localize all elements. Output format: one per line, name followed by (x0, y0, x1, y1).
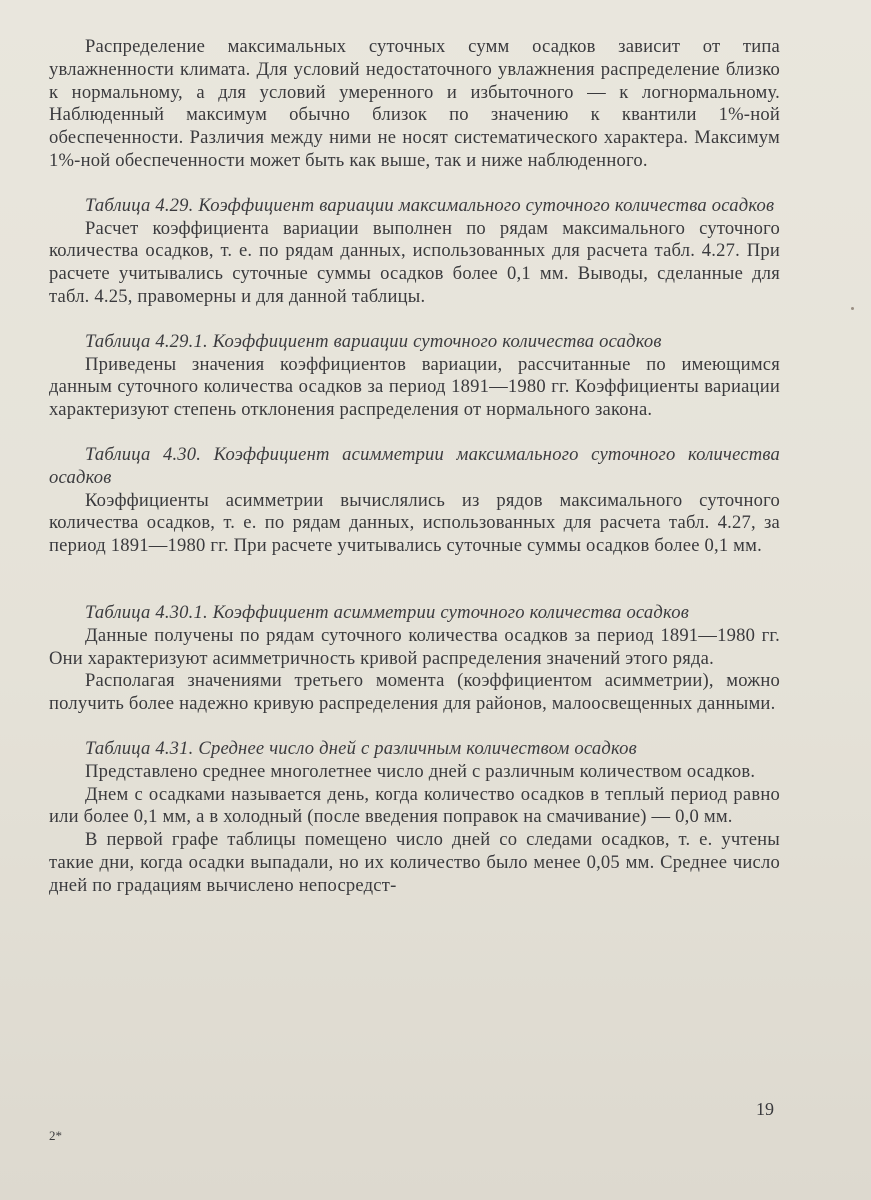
section-paragraph: Днем с осадками называется день, когда количество осадков в теплый период равно или более 0,1 мм, а в холодный (после введения поправок на смачивание) — 0,0 мм. (49, 783, 780, 828)
section-table-4-29-1 (49, 331, 780, 422)
intro-paragraph: Распределение максимальных суточных сумм осадков зависит от типа увлажненности климата. Для условий недостаточного увлажнения распределение близко к нормальному, а для условий умеренного и избыточного — к логнормальному. Наблюденный максимум обычно близок по значению к квантили 1%-ной обеспеченности. Различия между ними не носят систематического характера. Максимум 1%-ной обеспеченности может быть как выше, так и ниже наблюденного. (49, 36, 780, 171)
section-paragraph: Представлено среднее многолетнее число дней с различным количеством осадков. (85, 760, 756, 782)
section-paragraph: Расчет коэффициента вариации выполнен по рядам максимального суточного количества осадков, т. е. по рядам данных, использованных для расчета табл. 4.27. При расчете учитывались суточные суммы осадков более 0,1 мм. Выводы, сделанные для табл. 4.25, правомерны и для данной таблицы. (49, 217, 780, 307)
section-table-4-30 (49, 444, 780, 558)
section-paragraph: Коэффициенты асимметрии вычислялись из рядов максимального суточного количества осадков, т. е. по рядам данных, использованных для расчета табл. 4.27, за период 1891—1980 гг. При расчете учитывались суточные суммы осадков более 0,1 мм. (49, 489, 780, 557)
section-paragraph: Располагая значениями третьего момента (коэффициентом асимметрии), можно получить более надежно кривую распределения для районов, малоосвещенных данными. (49, 670, 780, 715)
section-paragraph: Данные получены по рядам суточного количества осадков за период 1891—1980 гг. Они характеризуют асимметричность кривой распределения значений этого ряда. (49, 624, 780, 669)
signature-mark: 2* (49, 1128, 62, 1143)
section-heading: Таблица 4.31. Среднее число дней с различным количеством осадков (85, 737, 637, 759)
section-heading: Таблица 4.30.1. Коэффициент асимметрии суточного количества осадков (85, 601, 689, 623)
section-table-4-31 (49, 738, 780, 898)
section-paragraph: Приведены значения коэффициентов вариации, рассчитанные по имеющимся данным суточного количества осадков за период 1891—1980 гг. Коэффициенты вариации характеризуют степень отклонения распределения от нормального закона. (49, 353, 780, 421)
section-heading: Таблица 4.29. Коэффициент вариации максимального суточного количества осадков (85, 194, 775, 216)
page-number: 19 (756, 1099, 774, 1119)
section-table-4-30-1 (49, 602, 780, 716)
section-table-4-29 (49, 195, 780, 309)
text-column (49, 36, 780, 898)
section-paragraph: В первой графе таблицы помещено число дней со следами осадков, т. е. учтены такие дни, когда осадки выпадали, но их количество было менее 0,05 мм. Среднее число дней по градациям вычислено непосредст- (49, 829, 780, 896)
section-heading: Таблица 4.29.1. Коэффициент вариации суточного количества осадков (85, 330, 662, 352)
section-heading: Таблица 4.30. Коэффициент асимметрии максимального суточного количества осадков (49, 443, 780, 488)
paper-speck (851, 307, 854, 310)
